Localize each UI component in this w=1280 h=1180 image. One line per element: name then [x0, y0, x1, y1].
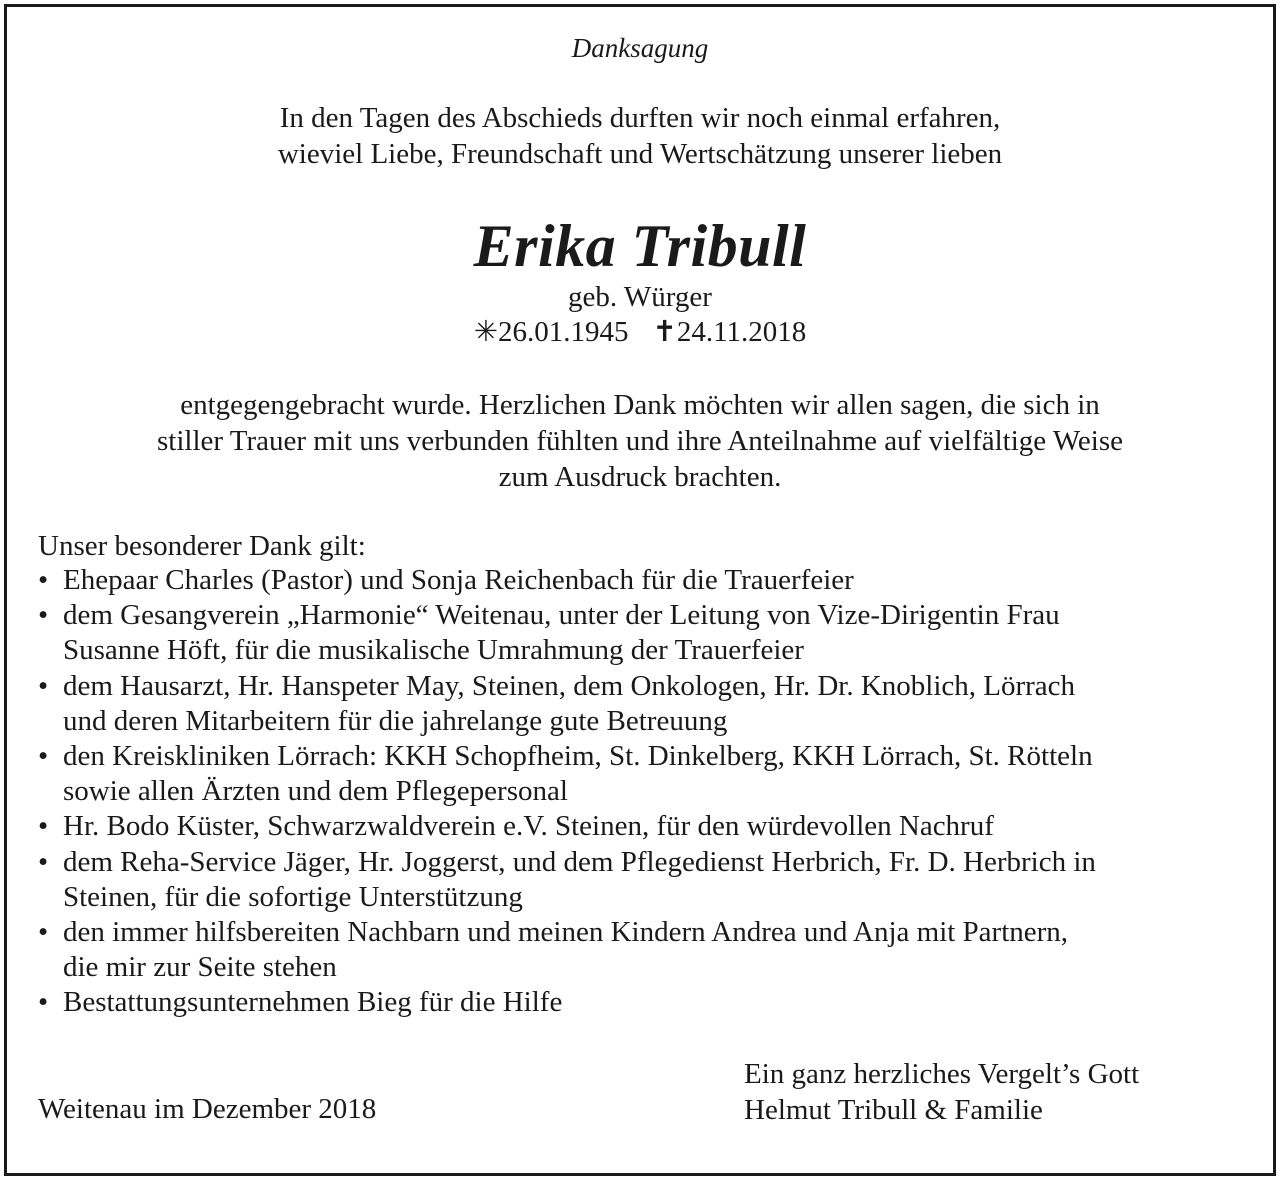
bullet-icon: • — [38, 916, 49, 949]
list-item-line: dem Reha-Service Jäger, Hr. Joggerst, und dem Pflegedienst Herbrich, Fr. D. Herbrich in — [63, 845, 1096, 878]
list-item — [38, 915, 1248, 985]
list-item-line: den immer hilfsbereiten Nachbarn und meinen Kindern Andrea und Anja mit Partnern, — [63, 916, 1069, 949]
maiden-name: geb. Würger — [568, 281, 712, 313]
list-item — [38, 739, 1248, 809]
thanks-list-title: Unser besonderer Dank gilt: — [38, 530, 366, 562]
bullet-icon: • — [38, 564, 49, 596]
death-cross-icon: ✝ — [652, 316, 677, 348]
bullet-icon: • — [38, 845, 49, 878]
list-item-line: Susanne Höft, für die musikalische Umrahmung der Trauerfeier — [63, 634, 804, 667]
life-dates — [0, 314, 1280, 350]
paragraph-line: entgegengebracht wurde. Herzlichen Dank möchten wir allen sagen, die sich in — [180, 389, 1100, 421]
list-item-line: Bestattungsunternehmen Bieg für die Hilfe — [63, 986, 563, 1019]
intro-text — [0, 100, 1280, 172]
list-item-line: Steinen, für die sofortige Unterstützung — [63, 880, 523, 913]
birth-date: 26.01.1945 — [498, 316, 629, 348]
deceased-name: Erika Tribull — [473, 213, 807, 279]
list-item-line: Hr. Bodo Küster, Schwarzwaldverein e.V. Steinen, für den würdevollen Nachruf — [63, 810, 994, 843]
place-and-date: Weitenau im Dezember 2018 — [38, 1093, 377, 1125]
list-item-line: und deren Mitarbeitern für die jahrelange gute Betreuung — [63, 704, 728, 737]
bullet-icon: • — [38, 810, 49, 843]
signature-block — [744, 1056, 1139, 1128]
list-item — [38, 809, 1248, 844]
notice-heading: Danksagung — [571, 33, 709, 63]
list-item-line: Ehepaar Charles (Pastor) und Sonja Reichenbach für die Trauerfeier — [63, 564, 854, 596]
thanks-list — [38, 563, 1248, 1021]
list-item — [38, 563, 1248, 598]
death-date: 24.11.2018 — [676, 316, 807, 348]
bullet-icon: • — [38, 740, 49, 773]
paragraph-line: stiller Trauer mit uns verbunden fühlten und ihre Anteilnahme auf vielfältige Weise — [157, 425, 1123, 457]
intro-line: In den Tagen des Abschieds durften wir noch einmal erfahren, — [279, 102, 1001, 134]
closing-line: Ein ganz herzliches Vergelt’s Gott — [744, 1058, 1140, 1090]
thanks-paragraph — [0, 387, 1280, 495]
signature: Helmut Tribull & Familie — [744, 1094, 1043, 1126]
list-item — [38, 845, 1248, 915]
list-item-line: dem Gesangverein „Harmonie“ Weitenau, unter der Leitung von Vize-Dirigentin Frau — [63, 599, 1060, 632]
bullet-icon: • — [38, 986, 49, 1019]
list-item-line: dem Hausarzt, Hr. Hanspeter May, Steinen, dem Onkologen, Hr. Dr. Knoblich, Lörrach — [63, 669, 1076, 702]
list-item-line: sowie allen Ärzten und dem Pflegepersonal — [63, 775, 568, 808]
list-item — [38, 985, 1248, 1020]
bullet-icon: • — [38, 669, 49, 702]
list-item-line: die mir zur Seite stehen — [63, 951, 337, 984]
list-item — [38, 669, 1248, 739]
list-item-line: den Kreiskliniken Lörrach: KKH Schopfheim, St. Dinkelberg, KKH Lörrach, St. Rötteln — [63, 740, 1093, 773]
list-item — [38, 598, 1248, 668]
paragraph-line: zum Ausdruck brachten. — [498, 461, 782, 493]
intro-line: wieviel Liebe, Freundschaft und Wertschätzung unserer lieben — [277, 138, 1003, 170]
birth-star-icon: ✳ — [473, 316, 499, 348]
bullet-icon: • — [38, 599, 49, 632]
